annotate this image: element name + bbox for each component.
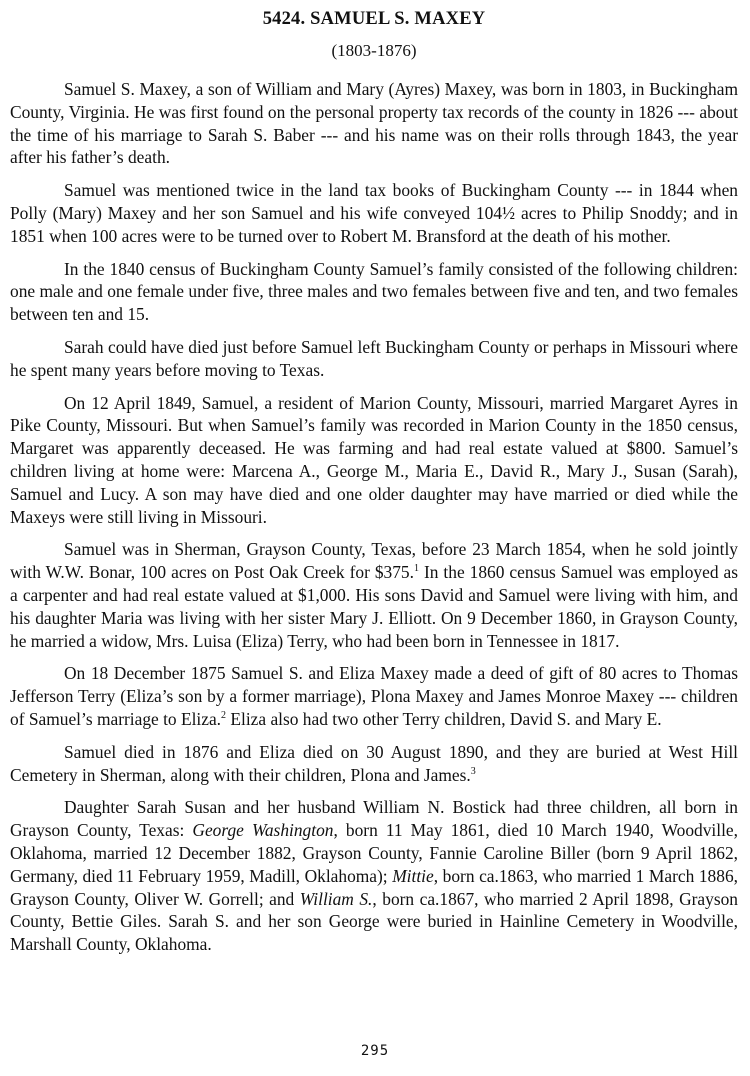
paragraph-text: Sarah could have died just before Samuel left Buckingham County or perhaps in Missouri where he spent many years before moving to Texas.: [10, 336, 738, 380]
life-dates: (1803-1876): [331, 41, 417, 60]
paragraph: [10, 258, 738, 326]
document-body: [10, 78, 738, 956]
paragraph: [10, 78, 738, 169]
paragraph: [10, 796, 738, 956]
paragraph-text: On 18 December 1875 Samuel S. and Eliza Maxey made a deed of gift of 80 acres to Thomas Jefferson Terry (Eliza’s son by a former marriage), Plona Maxey and James Monroe Maxey --- children of Samuel’s marriage to Eliza.: [10, 663, 738, 729]
italic-name: George Washington: [192, 820, 334, 841]
paragraph-text: Samuel S. Maxey, a son of William and Mary (Ayres) Maxey, was born in 1803, in Buckingham County, Virginia. He was first found on the personal property tax records of the county in 1826 --- about the time of his marriage to Sarah S. Baber --- and his name was on their rolls through 1843, the year after his father’s death.: [10, 79, 738, 168]
paragraph: [10, 741, 738, 787]
paragraph-text: , born 11 May 1861, died 10 March 1940, Woodville, Oklahoma, married 12 December 1882, Grayson County, Fannie Caroline Biller (born 9 April 1862, Germany, died 11 February 1959, Madill, Oklahoma);: [10, 820, 738, 886]
italic-name: Mittie: [392, 865, 434, 886]
paragraph-text: Daughter Sarah Susan and her husband William N. Bostick had three children, all born in Grayson County, Texas:: [10, 797, 738, 841]
paragraph-text: Eliza also had two other Terry children, David S. and Mary E.: [226, 708, 662, 729]
italic-name: William S.: [299, 888, 373, 909]
paragraph: [10, 662, 738, 730]
paragraph-text: In the 1860 census Samuel was employed as a carpenter and had real estate valued at $1,000. His sons David and Samuel were living with him, and his daughter Maria was living with her sister Mary J. Elliott. On 9 December 1860, in Grayson County, he married a widow, Mrs. Luisa (Eliza) Terry, who had been born in Tennessee in 1817.: [10, 562, 738, 651]
footnote-ref: 3: [470, 765, 476, 777]
paragraph-text: , born ca.1863, who married 1 March 1886, Grayson County, Oliver W. Gorrell; and: [10, 865, 738, 909]
paragraph-text: Samuel died in 1876 and Eliza died on 30 August 1890, and they are buried at West Hill Cemetery in Sherman, along with their children, Plona and James.: [10, 741, 738, 785]
footnote-ref: 1: [413, 563, 419, 575]
paragraph-text: On 12 April 1849, Samuel, a resident of Marion County, Missouri, married Margaret Ayres in Pike County, Missouri. But when Samuel’s family was recorded in Marion County in the 1850 census, Margaret was apparently deceased. He was farming and had real estate valued at $800. Samuel’s children living at home were: Marcena A., George M., Maria E., David R., Mary J., Susan (Sarah), Samuel and Lucy. A son may have died and one older daughter may have married or died while the Maxeys were still living in Missouri.: [10, 392, 738, 527]
paragraph-text: In the 1840 census of Buckingham County Samuel’s family consisted of the following children: one male and one female under five, three males and two females between five and ten, and two females between ten and 15.: [10, 258, 738, 325]
entry-title: 5424. SAMUEL S. MAXEY: [262, 9, 486, 29]
paragraph: [10, 538, 738, 652]
paragraph-text: Samuel was in Sherman, Grayson County, Texas, before 23 March 1854, when he sold jointly with W.W. Bonar, 100 acres on Post Oak Creek for $375.: [10, 539, 738, 583]
footnote-ref: 2: [221, 710, 227, 722]
paragraph-text: , born ca.1867, who married 2 April 1898, Grayson County, Bettie Giles. Sarah S. and her son George were buried in Hainline Cemetery in Woodville, Marshall County, Oklahoma.: [10, 888, 738, 955]
paragraph: [10, 179, 738, 247]
paragraph-text: Samuel was mentioned twice in the land tax books of Buckingham County --- in 1844 when Polly (Mary) Maxey and her son Samuel and his wife conveyed 104½ acres to Philip Snoddy; and in 1851 when 100 acres were to be turned over to Robert M. Bransford at the death of his mother.: [10, 180, 738, 246]
page-number: 295: [360, 1043, 390, 1059]
document-page: [10, 0, 738, 966]
paragraph: [10, 336, 738, 382]
paragraph: [10, 392, 738, 529]
